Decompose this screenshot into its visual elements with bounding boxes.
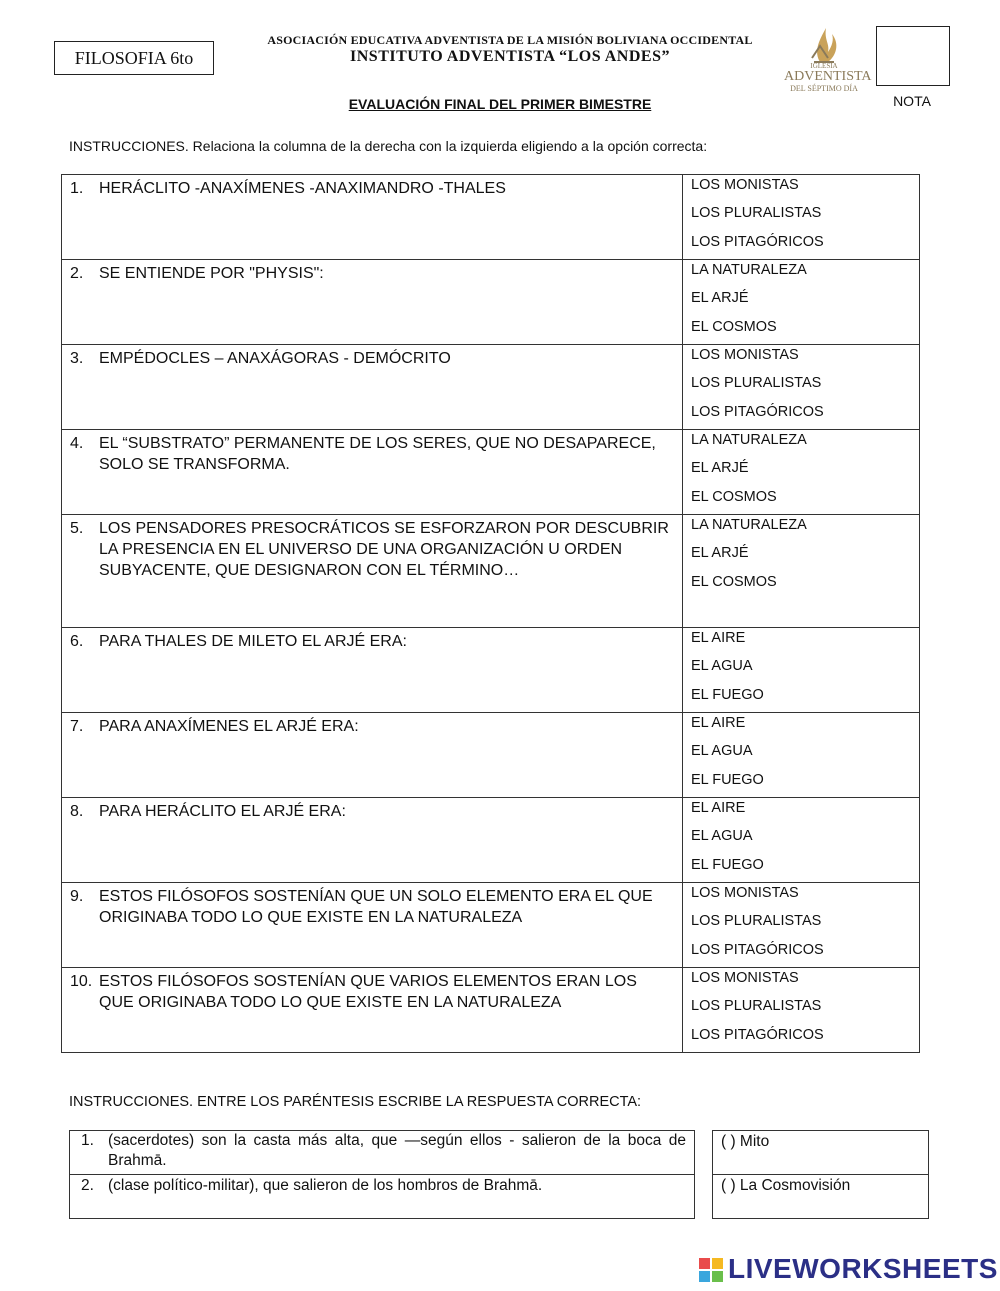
subject-label: FILOSOFIA 6to: [54, 41, 214, 75]
option-item[interactable]: EL ARJÉ: [691, 545, 749, 562]
item-text: (clase político-militar), que salieron de los hombros de Brahmā.: [108, 1177, 543, 1194]
option-item[interactable]: EL AIRE: [691, 715, 746, 731]
grade-label: NOTA: [893, 93, 931, 109]
table-row: [62, 713, 920, 798]
item-text: (sacerdotes) son la casta más alta, que —según ellos - salieron de la boca de Brahmā.: [108, 1132, 686, 1169]
question-text: ESTOS FILÓSOFOS SOSTENÍAN QUE UN SOLO ELEMENTO ERA EL QUE ORIGINABA TODO LO QUE EXISTE EN LA NATURALEZA: [99, 888, 653, 926]
option-item[interactable]: LOS MONISTAS: [691, 347, 799, 363]
option-item[interactable]: LOS PLURALISTAS: [691, 998, 822, 1015]
question-text: LOS PENSADORES PRESOCRÁTICOS SE ESFORZARON POR DESCUBRIR LA PRESENCIA EN EL UNIVERSO DE UNA ORGANIZACIÓN U ORDEN SUBYACENTE, QUE DESIGNARON CON EL TÉRMINO…: [99, 520, 669, 579]
answers-box: [712, 1130, 929, 1219]
blocks-icon: [698, 1257, 724, 1283]
table-row: [62, 798, 920, 883]
options-cell: [683, 175, 920, 260]
question-cell: [62, 515, 683, 628]
answer-slot[interactable]: ( ) Mito: [713, 1131, 928, 1175]
list-item: [70, 1175, 694, 1196]
option-item[interactable]: EL FUEGO: [691, 856, 764, 873]
institute-name: INSTITUTO ADVENTISTA “LOS ANDES”: [350, 48, 670, 65]
question-cell: [62, 345, 683, 430]
option-item[interactable]: EL AGUA: [691, 743, 753, 760]
option-item[interactable]: LOS MONISTAS: [691, 970, 799, 986]
question-number: 3.: [70, 350, 84, 367]
question-number: 8.: [70, 803, 84, 820]
option-item[interactable]: LOS MONISTAS: [691, 177, 799, 193]
table-row: [62, 175, 920, 260]
option-item[interactable]: LOS PITAGÓRICOS: [691, 403, 824, 420]
flame-icon: [784, 22, 864, 66]
table-row: [62, 345, 920, 430]
options-cell: [683, 515, 920, 628]
question-cell: [62, 260, 683, 345]
option-item[interactable]: LOS PLURALISTAS: [691, 913, 822, 930]
question-number: 7.: [70, 718, 84, 735]
options-cell: [683, 883, 920, 968]
question-number: 1.: [70, 180, 84, 197]
question-cell: [62, 713, 683, 798]
association-name: ASOCIACIÓN EDUCATIVA ADVENTISTA DE LA MISIÓN BOLIVIANA OCCIDENTAL: [267, 33, 753, 47]
item-number: 1.: [81, 1132, 94, 1149]
question-cell: [62, 968, 683, 1053]
question-text: HERÁCLITO -ANAXÍMENES -ANAXIMANDRO -THALES: [99, 180, 506, 197]
options-cell: [683, 260, 920, 345]
table-row: [62, 628, 920, 713]
options-cell: [683, 968, 920, 1053]
list-item: [70, 1131, 694, 1175]
options-cell: [683, 628, 920, 713]
option-item[interactable]: LA NATURALEZA: [691, 517, 807, 533]
option-item[interactable]: LA NATURALEZA: [691, 262, 807, 278]
logo-line-1: IGLESIA: [810, 62, 838, 70]
question-number: 5.: [70, 520, 84, 537]
grade-box[interactable]: [876, 26, 950, 86]
logo-line-3: DEL SÉPTIMO DÍA: [790, 84, 858, 93]
question-cell: [62, 430, 683, 515]
church-logo: [784, 22, 872, 94]
option-item[interactable]: LOS PLURALISTAS: [691, 205, 822, 222]
question-number: 10.: [70, 973, 93, 990]
option-item[interactable]: EL AIRE: [691, 800, 746, 816]
option-item[interactable]: EL AIRE: [691, 630, 746, 646]
question-text: PARA ANAXÍMENES EL ARJÉ ERA:: [99, 718, 359, 735]
section1-instructions: INSTRUCCIONES. Relaciona la columna de la derecha con la izquierda eligiendo a la opción correcta:: [69, 138, 708, 154]
statements-box: [69, 1130, 695, 1219]
options-cell: [683, 713, 920, 798]
question-text: PARA THALES DE MILETO EL ARJÉ ERA:: [99, 633, 407, 650]
question-cell: [62, 628, 683, 713]
option-item[interactable]: LOS PLURALISTAS: [691, 375, 822, 392]
option-item[interactable]: LOS MONISTAS: [691, 885, 799, 901]
option-item[interactable]: EL ARJÉ: [691, 460, 749, 477]
item-number: 2.: [81, 1177, 94, 1194]
question-number: 2.: [70, 265, 84, 282]
question-cell: [62, 883, 683, 968]
section2-instructions: INSTRUCCIONES. ENTRE LOS PARÉNTESIS ESCRIBE LA RESPUESTA CORRECTA:: [69, 1094, 642, 1110]
question-number: 9.: [70, 888, 84, 905]
question-cell: [62, 798, 683, 883]
options-cell: [683, 430, 920, 515]
option-item[interactable]: EL COSMOS: [691, 488, 777, 505]
option-item[interactable]: EL COSMOS: [691, 573, 777, 590]
table-row: [62, 968, 920, 1053]
option-item[interactable]: EL FUEGO: [691, 686, 764, 703]
option-item[interactable]: EL AGUA: [691, 658, 753, 675]
matching-table: [61, 174, 920, 1053]
table-row: [62, 430, 920, 515]
question-cell: [62, 175, 683, 260]
option-item[interactable]: LOS PITAGÓRICOS: [691, 941, 824, 958]
evaluation-title: EVALUACIÓN FINAL DEL PRIMER BIMESTRE: [348, 96, 652, 112]
option-item[interactable]: LOS PITAGÓRICOS: [691, 233, 824, 250]
options-cell: [683, 798, 920, 883]
question-text: PARA HERÁCLITO EL ARJÉ ERA:: [99, 803, 346, 820]
table-row: [62, 260, 920, 345]
option-item[interactable]: LOS PITAGÓRICOS: [691, 1026, 824, 1043]
question-text: SE ENTIENDE POR "PHYSIS":: [99, 265, 324, 282]
brand-name: LIVEWORKSHEETS: [728, 1253, 998, 1284]
table-row: [62, 515, 920, 628]
question-text: EL “SUBSTRATO” PERMANENTE DE LOS SERES, QUE NO DESAPARECE, SOLO SE TRANSFORMA.: [99, 435, 656, 473]
option-item[interactable]: LA NATURALEZA: [691, 432, 807, 448]
question-number: 4.: [70, 435, 84, 452]
question-number: 6.: [70, 633, 84, 650]
table-row: [62, 883, 920, 968]
liveworksheets-logo: [698, 1252, 998, 1286]
answer-slot[interactable]: ( ) La Cosmovisión: [721, 1177, 851, 1194]
logo-line-2: ADVENTISTA: [784, 69, 872, 84]
question-text: ESTOS FILÓSOFOS SOSTENÍAN QUE VARIOS ELEMENTOS ERAN LOS QUE ORIGINABA TODO LO QUE EXISTE EN LA NATURALEZA: [99, 973, 637, 1011]
options-cell: [683, 345, 920, 430]
option-item[interactable]: EL COSMOS: [691, 318, 777, 335]
option-item[interactable]: EL AGUA: [691, 828, 753, 845]
option-item[interactable]: EL FUEGO: [691, 771, 764, 788]
option-item[interactable]: EL ARJÉ: [691, 290, 749, 307]
question-text: EMPÉDOCLES – ANAXÁGORAS - DEMÓCRITO: [99, 350, 451, 367]
